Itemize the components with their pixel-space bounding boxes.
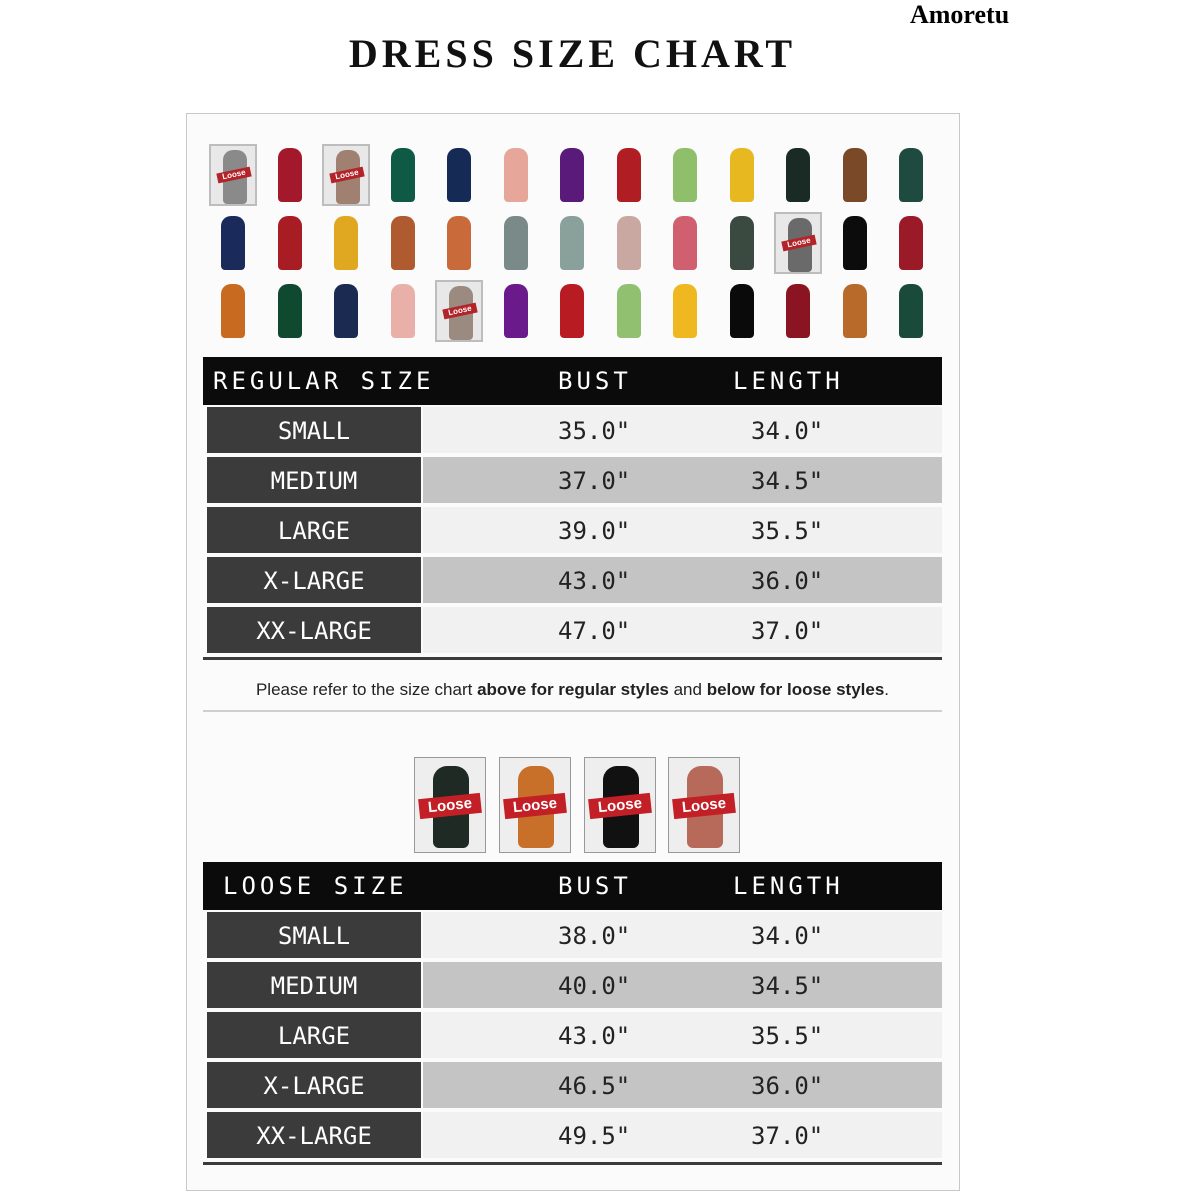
header-bust: BUST [558,872,632,900]
dress-thumb [334,284,358,338]
size-label: LARGE [207,1012,421,1058]
dress-thumb [899,216,923,270]
length-value: 34.0" [751,922,824,950]
table-bottom-border [203,657,942,660]
color-swatch [435,212,483,274]
color-swatch [774,144,822,206]
size-chart-note: Please refer to the size chart above for regular styles and below for loose styles. [255,680,890,699]
color-swatch [322,144,370,206]
length-value: 35.5" [751,1022,824,1050]
color-swatch [492,212,540,274]
color-swatch [435,144,483,206]
dress-thumb [504,216,528,270]
color-swatch [492,144,540,206]
loose-tag: Loose [781,235,816,252]
bust-value: 43.0" [558,1022,631,1050]
color-swatch [661,144,709,206]
dress-thumb [221,216,245,270]
table-row [203,1010,942,1058]
dress-thumb [278,284,302,338]
length-value: 37.0" [751,617,824,645]
loose-tag: Loose [329,167,364,184]
dress-thumb [843,148,867,202]
bust-value: 38.0" [558,922,631,950]
size-label: LARGE [207,507,421,553]
dress-thumb [617,284,641,338]
table-row [203,1110,942,1158]
bust-value: 40.0" [558,972,631,1000]
swatch-row [203,280,943,342]
color-swatch [379,212,427,274]
table-bottom-border [203,1162,942,1165]
table-row [203,910,942,958]
size-label: X-LARGE [207,1062,421,1108]
dress-thumb [786,284,810,338]
length-value: 34.5" [751,972,824,1000]
page-title: DRESS SIZE CHART [348,31,797,76]
dress-thumb [504,148,528,202]
size-label: SMALL [207,912,421,958]
dress-thumb [673,216,697,270]
length-value: 35.5" [751,517,824,545]
header-size: LOOSE SIZE [223,872,408,900]
swatch-row [203,144,943,206]
color-swatch [661,280,709,342]
table-row [203,960,942,1008]
dress-thumb [673,284,697,338]
loose-photo [584,757,656,853]
dress-thumb [673,148,697,202]
loose-tag: Loose [418,793,482,819]
loose-style-photos [414,757,744,853]
color-swatch-grid [203,140,943,345]
color-swatch [548,144,596,206]
bust-value: 39.0" [558,517,631,545]
dress-thumb [560,284,584,338]
color-swatch [774,280,822,342]
color-swatch [548,280,596,342]
header-bust: BUST [558,367,632,395]
color-swatch [266,144,314,206]
bust-value: 43.0" [558,567,631,595]
size-label: XX-LARGE [207,1112,421,1158]
dress-thumb [617,148,641,202]
dress-thumb [730,148,754,202]
color-swatch [266,212,314,274]
regular-table-header [203,357,942,405]
brand-logo: Amoretu [910,0,1010,29]
loose-tag: Loose [503,793,567,819]
color-swatch [209,280,257,342]
header-size: REGULAR SIZE [213,367,435,395]
header-length: LENGTH [733,872,844,900]
color-swatch [435,280,483,342]
divider [203,710,942,712]
color-swatch [831,212,879,274]
color-swatch [718,144,766,206]
size-label: X-LARGE [207,557,421,603]
length-value: 36.0" [751,1072,824,1100]
table-row [203,505,942,553]
color-swatch [605,280,653,342]
color-swatch [492,280,540,342]
size-label: MEDIUM [207,457,421,503]
length-value: 34.0" [751,417,824,445]
bust-value: 49.5" [558,1122,631,1150]
bust-value: 46.5" [558,1072,631,1100]
dress-thumb [278,216,302,270]
color-swatch [661,212,709,274]
length-value: 34.5" [751,467,824,495]
dress-thumb [843,216,867,270]
color-swatch [887,212,935,274]
length-value: 36.0" [751,567,824,595]
swatch-row [203,212,943,274]
dress-thumb [391,148,415,202]
color-swatch [379,144,427,206]
color-swatch [605,144,653,206]
color-swatch [379,280,427,342]
color-swatch [831,280,879,342]
dress-thumb [334,216,358,270]
dress-thumb [730,216,754,270]
dress-thumb [786,148,810,202]
color-swatch [322,280,370,342]
loose-tag: Loose [216,167,251,184]
header-length: LENGTH [733,367,844,395]
color-swatch [322,212,370,274]
loose-photo [499,757,571,853]
dress-thumb [221,284,245,338]
dress-thumb [730,284,754,338]
dress-thumb [504,284,528,338]
loose-photo [414,757,486,853]
dress-thumb [447,148,471,202]
dress-thumb [447,216,471,270]
dress-thumb [899,148,923,202]
color-swatch [209,212,257,274]
table-row [203,605,942,653]
loose-tag: Loose [672,793,736,819]
dress-thumb [278,148,302,202]
dress-thumb [899,284,923,338]
bust-value: 35.0" [558,417,631,445]
loose-table-header [203,862,942,910]
table-row [203,1060,942,1108]
color-swatch [605,212,653,274]
color-swatch [718,212,766,274]
table-row [203,555,942,603]
color-swatch [887,144,935,206]
color-swatch [774,212,822,274]
color-swatch [548,212,596,274]
bust-value: 47.0" [558,617,631,645]
dress-thumb [391,284,415,338]
size-label: SMALL [207,407,421,453]
color-swatch [266,280,314,342]
length-value: 37.0" [751,1122,824,1150]
color-swatch [887,280,935,342]
loose-photo [668,757,740,853]
loose-tag: Loose [588,793,652,819]
table-row [203,455,942,503]
color-swatch [831,144,879,206]
dress-thumb [617,216,641,270]
loose-tag: Loose [442,303,477,320]
bust-value: 37.0" [558,467,631,495]
dress-thumb [560,148,584,202]
table-row [203,405,942,453]
size-label: MEDIUM [207,962,421,1008]
color-swatch [209,144,257,206]
dress-thumb [560,216,584,270]
size-label: XX-LARGE [207,607,421,653]
dress-thumb [843,284,867,338]
dress-thumb [391,216,415,270]
color-swatch [718,280,766,342]
